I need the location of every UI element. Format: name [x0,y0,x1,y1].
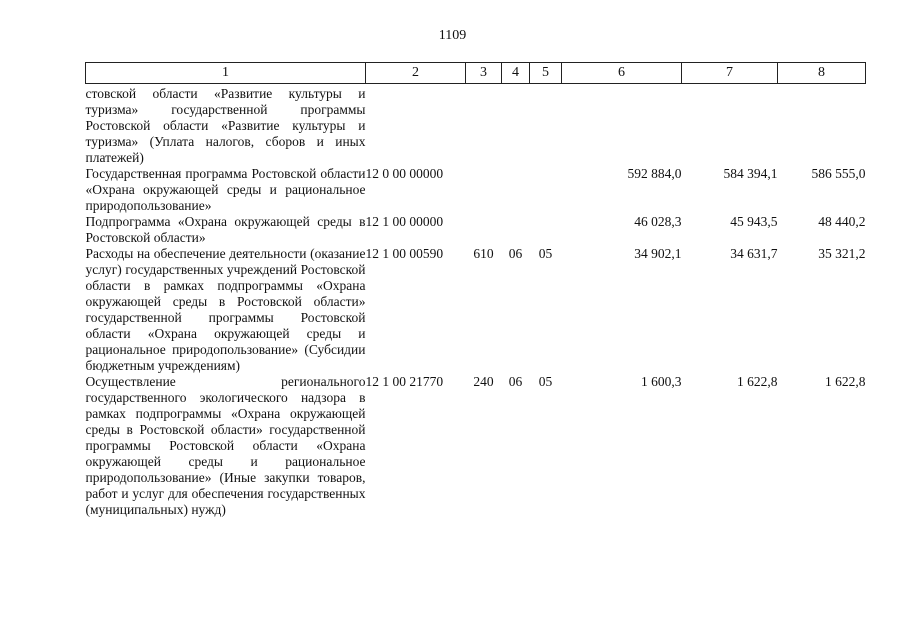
row-vr [466,214,502,246]
row-value-6: 46 028,3 [634,214,682,229]
row-value-6: 34 902,1 [634,246,682,261]
column-header-5: 5 [530,63,562,84]
row-value-7: 45 943,5 [730,214,778,229]
row-value-8 [778,84,866,167]
table-row [86,214,866,246]
row-name: Подпрограмма «Охрана окружающей среды в Ростовской области» [85,214,366,245]
column-header-8: 8 [778,63,866,84]
row-value-8: 1 622,8 [825,374,866,389]
row-name: стовской области «Развитие культуры и туризма» государственной программы Ростовской области «Развитие культуры и туризма» (Уплата налогов, сборов и иных платежей) [85,86,366,165]
column-header-4: 4 [502,63,530,84]
row-rz [502,84,530,167]
row-value-7: 1 622,8 [737,374,778,389]
row-pr: 05 [538,374,553,389]
row-code: 12 1 00 00000 [365,214,444,229]
row-value-7: 584 394,1 [723,166,778,181]
row-value-8: 35 321,2 [818,246,866,261]
column-header-7: 7 [682,63,778,84]
page-number: 1109 [438,28,467,43]
row-code: 12 0 00 00000 [365,166,444,181]
budget-table [85,62,866,518]
column-header-2: 2 [366,63,466,84]
row-rz: 06 [508,246,523,261]
row-vr [466,84,502,167]
row-pr [530,214,562,246]
row-name: Осуществление регионального государственного экологического надзора в рамках подпрограммы «Охрана окружающей среды в Ростовской области» государственной программы Ростовской области «Охрана окружающей среды и рациональное природопользование» (Иные закупки товаров, работ и услуг для обеспечения государственных (муниципальных) нужд) [85,374,366,517]
row-code: 12 1 00 21770 [365,374,444,389]
row-rz [502,214,530,246]
row-value-6: 1 600,3 [641,374,682,389]
row-vr: 240 [473,374,494,389]
row-name: Расходы на обеспечение деятельности (оказание услуг) государственных учреждений Ростовской области в рамках подпрограммы «Охрана окружающей среды в Ростовской области» государственной программы Ростовской области «Охрана окружающей среды и рациональное природопользование» (Субсидии бюджетным учреждениям) [85,246,366,373]
row-value-6 [562,84,682,167]
row-value-8: 586 555,0 [811,166,866,181]
table-row [86,166,866,214]
row-value-8: 48 440,2 [818,214,866,229]
row-vr: 610 [473,246,494,261]
row-pr [530,166,562,214]
row-code [366,84,466,167]
column-header-3: 3 [466,63,502,84]
row-name: Государственная программа Ростовской области «Охрана окружающей среды и рациональное природопользование» [85,166,366,213]
row-value-6: 592 884,0 [627,166,682,181]
table-row [86,246,866,374]
row-vr [466,166,502,214]
table-row [86,374,866,518]
row-value-7 [682,84,778,167]
row-rz: 06 [508,374,523,389]
row-rz [502,166,530,214]
table-row [86,84,866,167]
table-header [86,63,866,84]
row-code: 12 1 00 00590 [365,246,444,261]
row-pr [530,84,562,167]
column-header-1: 1 [86,63,366,84]
row-pr: 05 [538,246,553,261]
row-value-7: 34 631,7 [730,246,778,261]
column-header-6: 6 [562,63,682,84]
